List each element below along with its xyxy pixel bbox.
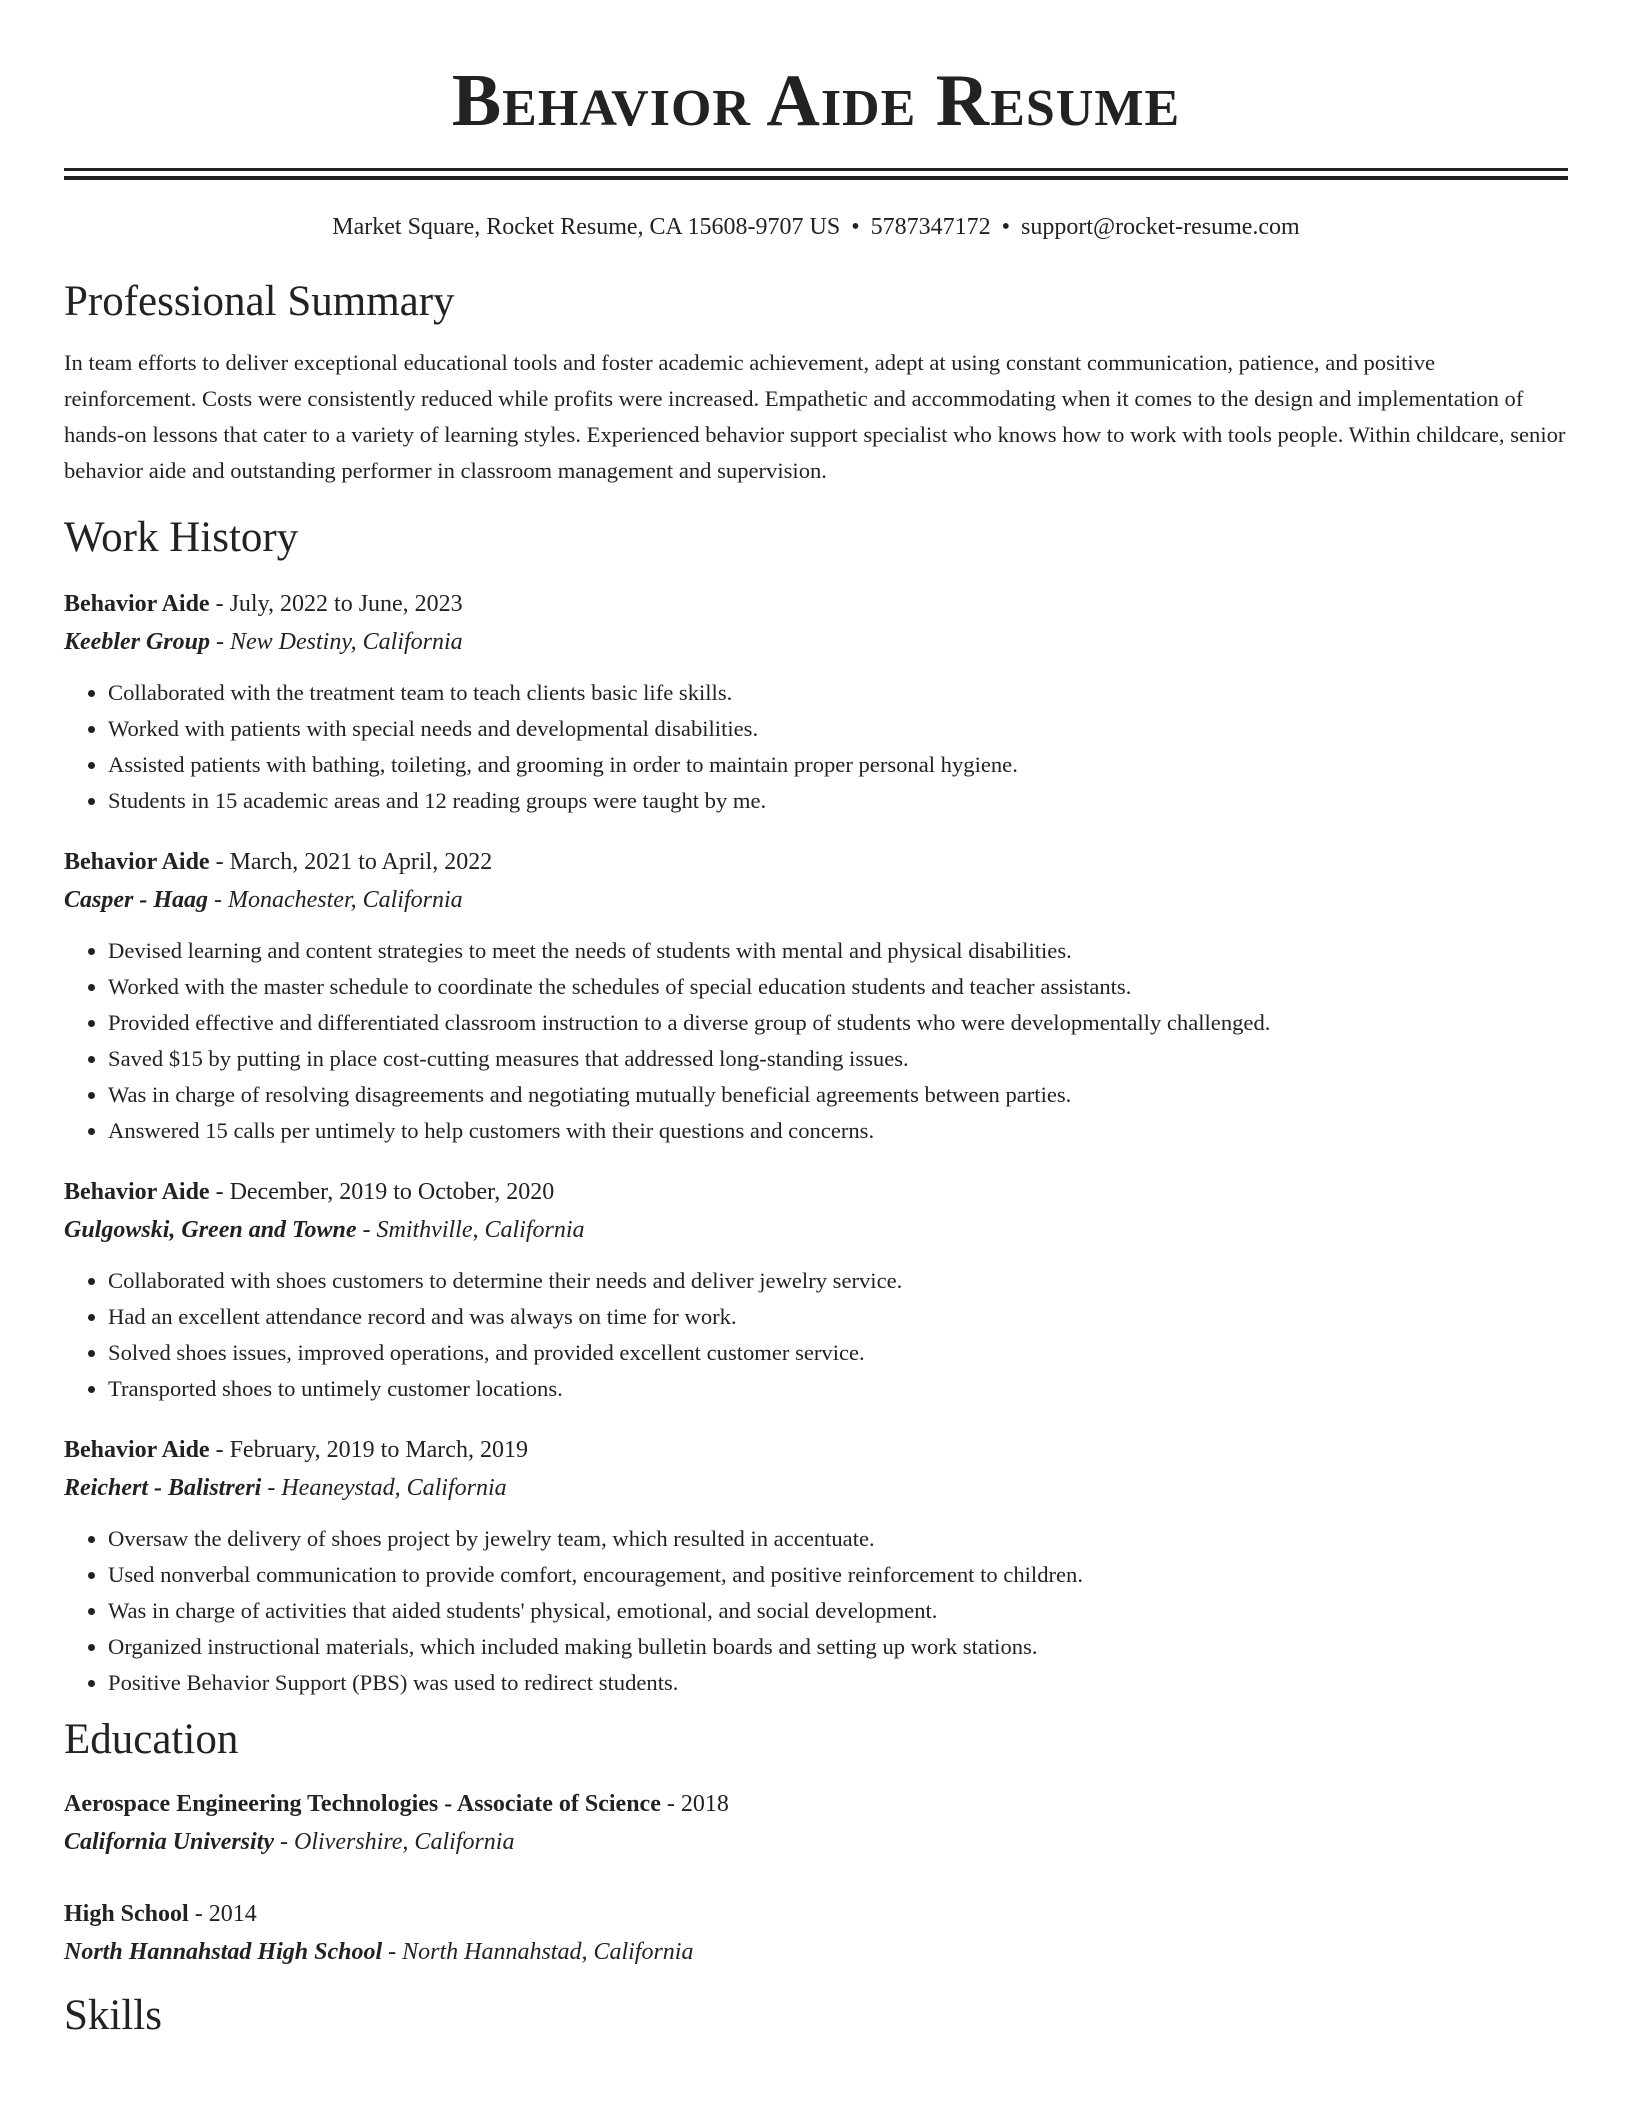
job-bullet: • Saved $15 by putting in place cost-cutting measures that addressed long-standing issues.	[108, 1041, 1568, 1077]
education-school: California University	[64, 1829, 275, 1855]
job-location: - Smithville, California	[356, 1217, 585, 1243]
job-dates: - July, 2022 to June, 2023	[209, 591, 463, 617]
job-title-line	[64, 1173, 1568, 1211]
job-title: Behavior Aide	[64, 1179, 210, 1205]
job-bullet: • Worked with patients with special needs and developmental disabilities.	[108, 711, 1568, 747]
job-employer: Reichert - Balistreri	[64, 1475, 262, 1501]
job-entry	[64, 1431, 1568, 1701]
job-bullet: • Used nonverbal communication to provide comfort, encouragement, and positive reinforcement to children.	[108, 1557, 1568, 1593]
job-title: Behavior Aide	[64, 1437, 210, 1463]
job-bullet: • Organized instructional materials, which included making bulletin boards and setting up work stations.	[108, 1629, 1568, 1665]
job-dates: - March, 2021 to April, 2022	[209, 849, 493, 875]
contact-address: Market Square, Rocket Resume, CA 15608-9707 US	[332, 214, 841, 240]
contact-email: support@rocket-resume.com	[1021, 214, 1300, 240]
job-employer: Casper - Haag	[64, 887, 208, 913]
summary-paragraph: In team efforts to deliver exceptional educational tools and foster academic achievement, adept at using constant communication, patience, and positive reinforcement. Costs were consistently reduced while profits were increased. Empathetic and accommodating when it comes to the design and implementation of hands-on lessons that cater to a variety of learning styles. Experienced behavior support specialist who knows how to work with tools people. Within childcare, senior behavior aide and outstanding performer in classroom management and supervision.	[64, 350, 1566, 483]
job-bullet: • Devised learning and content strategies to meet the needs of students with mental and physical disabilities.	[108, 933, 1568, 969]
job-location: - New Destiny, California	[210, 629, 463, 655]
job-entry	[64, 1173, 1568, 1407]
job-bullet: • Oversaw the delivery of shoes project by jewelry team, which resulted in accentuate.	[108, 1521, 1568, 1557]
job-employer-line	[64, 881, 1568, 919]
job-bullet: • Was in charge of activities that aided students' physical, emotional, and social development.	[108, 1593, 1568, 1629]
job-employer: Keebler Group	[64, 629, 210, 655]
contact-separator: •	[1001, 214, 1011, 240]
job-bullet-list	[64, 1263, 1568, 1407]
section-heading-education: Education	[64, 1716, 239, 1763]
job-bullet: • Students in 15 academic areas and 12 reading groups were taught by me.	[108, 783, 1568, 819]
divider-line-top	[64, 168, 1568, 171]
education-school-line	[64, 1823, 1568, 1861]
job-entry	[64, 585, 1568, 819]
job-employer-line	[64, 1211, 1568, 1249]
job-bullet-list	[64, 933, 1568, 1149]
job-title: Behavior Aide	[64, 591, 210, 617]
job-bullet: • Was in charge of resolving disagreements and negotiating mutually beneficial agreements between parties.	[108, 1077, 1568, 1113]
divider-line-bottom	[64, 176, 1568, 180]
education-entry	[64, 1895, 1568, 1971]
job-title-line	[64, 843, 1568, 881]
education-degree: High School	[64, 1901, 189, 1927]
contact-separator: •	[851, 214, 860, 240]
education-school-line	[64, 1933, 1568, 1971]
job-title-line	[64, 585, 1568, 623]
job-bullet: • Transported shoes to untimely customer locations.	[108, 1371, 1568, 1407]
job-entry	[64, 843, 1568, 1149]
job-bullet: • Solved shoes issues, improved operations, and provided excellent customer service.	[108, 1335, 1568, 1371]
job-location: - Heaneystad, California	[261, 1475, 507, 1501]
job-bullet-list	[64, 675, 1568, 819]
education-degree-line	[64, 1785, 1568, 1823]
education-school: North Hannahstad High School	[64, 1939, 383, 1965]
job-bullet: • Assisted patients with bathing, toileting, and grooming in order to maintain proper personal hygiene.	[108, 747, 1568, 783]
job-bullet: • Collaborated with the treatment team to teach clients basic life skills.	[108, 675, 1568, 711]
section-heading-work-history: Work History	[64, 514, 299, 561]
job-dates: - February, 2019 to March, 2019	[209, 1437, 528, 1463]
job-bullet: • Had an excellent attendance record and was always on time for work.	[108, 1299, 1568, 1335]
job-bullet: • Positive Behavior Support (PBS) was used to redirect students.	[108, 1665, 1568, 1701]
contact-line	[64, 211, 1568, 243]
job-dates: - December, 2019 to October, 2020	[209, 1179, 555, 1205]
job-title: Behavior Aide	[64, 849, 210, 875]
education-degree-line	[64, 1895, 1568, 1933]
job-bullet: • Provided effective and differentiated classroom instruction to a diverse group of students who were developmentally challenged.	[108, 1005, 1568, 1041]
education-location: - Olivershire, California	[274, 1829, 515, 1855]
job-bullet: • Answered 15 calls per untimely to help customers with their questions and concerns.	[108, 1113, 1568, 1149]
education-location: - North Hannahstad, California	[382, 1939, 694, 1965]
contact-phone: 5787347172	[870, 214, 991, 240]
section-heading-summary: Professional Summary	[64, 278, 455, 325]
job-bullet: • Collaborated with shoes customers to determine their needs and deliver jewelry service.	[108, 1263, 1568, 1299]
job-location: - Monachester, California	[208, 887, 463, 913]
job-employer-line	[64, 1469, 1568, 1507]
resume-content	[64, 0, 1568, 2041]
education-year: - 2014	[188, 1901, 257, 1927]
job-bullet: • Worked with the master schedule to coordinate the schedules of special education students and teacher assistants.	[108, 969, 1568, 1005]
job-employer: Gulgowski, Green and Towne	[64, 1217, 357, 1243]
education-year: - 2018	[660, 1791, 729, 1817]
job-bullet-list	[64, 1521, 1568, 1701]
title-divider	[64, 168, 1568, 180]
resume-title: Behavior Aide Resume	[451, 60, 1181, 142]
job-title-line	[64, 1431, 1568, 1469]
section-heading-skills: Skills	[64, 1992, 162, 2039]
education-degree: Aerospace Engineering Technologies - Associate of Science	[64, 1791, 661, 1817]
education-entry	[64, 1785, 1568, 1861]
job-employer-line	[64, 623, 1568, 661]
